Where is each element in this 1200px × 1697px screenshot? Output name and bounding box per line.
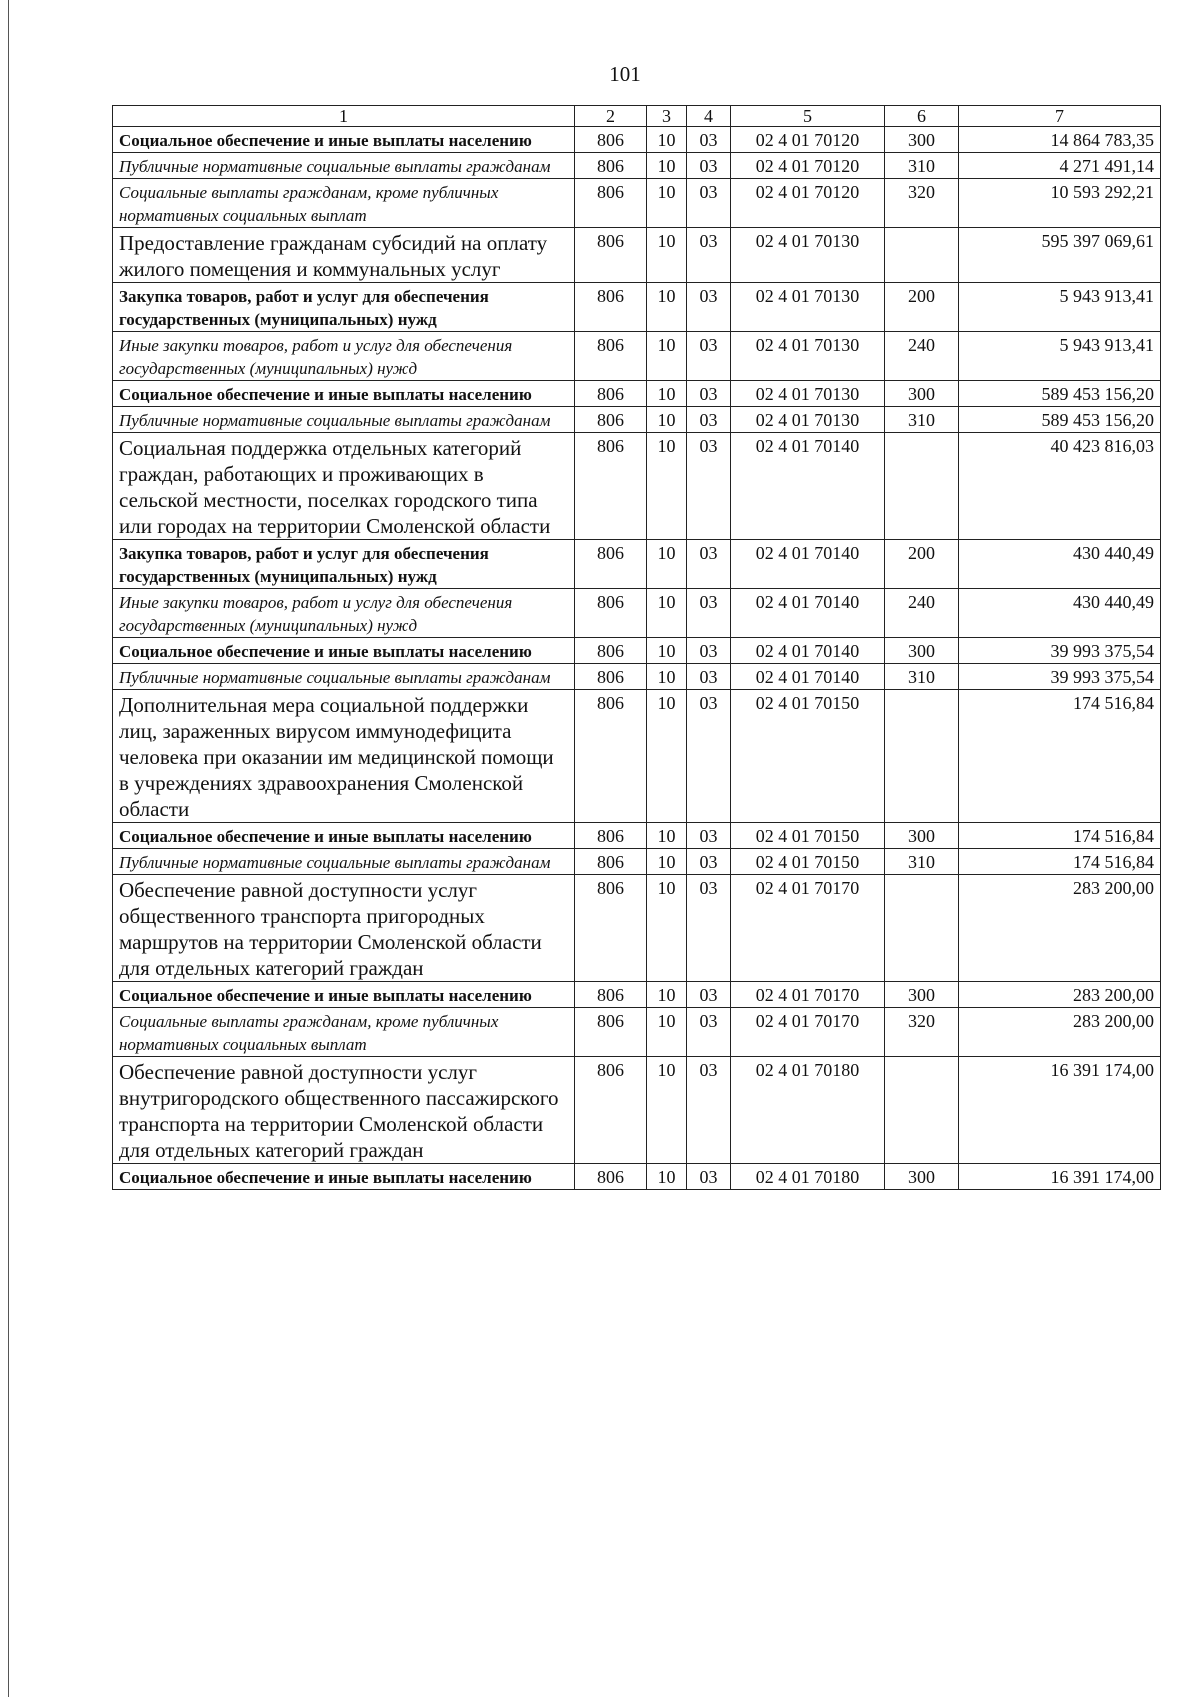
- row-target-article-cell: 02 4 01 70140: [731, 664, 885, 690]
- row-subsection-cell: 03: [687, 127, 731, 153]
- row-amount-cell: 174 516,84: [959, 690, 1161, 823]
- row-subsection-cell: 03: [687, 228, 731, 283]
- row-expense-type-cell: 240: [885, 589, 959, 638]
- row-amount-cell: 283 200,00: [959, 1008, 1161, 1057]
- row-section-cell: 10: [647, 982, 687, 1008]
- row-name-cell: Публичные нормативные социальные выплаты гражданам: [113, 153, 575, 179]
- row-expense-type-cell: 310: [885, 849, 959, 875]
- table-row: [113, 127, 1161, 153]
- table-row: [113, 381, 1161, 407]
- row-ministry-code-cell: 806: [575, 407, 647, 433]
- row-subsection-cell: 03: [687, 153, 731, 179]
- row-section-cell: 10: [647, 228, 687, 283]
- row-target-article-cell: 02 4 01 70130: [731, 407, 885, 433]
- row-ministry-code-cell: 806: [575, 228, 647, 283]
- row-amount-cell: 595 397 069,61: [959, 228, 1161, 283]
- row-name-cell: Социальные выплаты гражданам, кроме публичных нормативных социальных выплат: [113, 1008, 575, 1057]
- row-expense-type-cell: 300: [885, 982, 959, 1008]
- row-target-article-cell: 02 4 01 70120: [731, 153, 885, 179]
- table-row: [113, 1057, 1161, 1164]
- budget-table: [112, 105, 1161, 1190]
- row-name-cell: Закупка товаров, работ и услуг для обеспечения государственных (муниципальных) нужд: [113, 540, 575, 589]
- row-section-cell: 10: [647, 283, 687, 332]
- row-section-cell: 10: [647, 332, 687, 381]
- row-name-cell: Социальная поддержка отдельных категорий граждан, работающих и проживающих в сельской местности, поселках городского типа или городах на территории Смоленской области: [113, 433, 575, 540]
- row-subsection-cell: 03: [687, 1008, 731, 1057]
- row-amount-cell: 589 453 156,20: [959, 381, 1161, 407]
- row-section-cell: 10: [647, 875, 687, 982]
- table-row: [113, 638, 1161, 664]
- row-section-cell: 10: [647, 638, 687, 664]
- row-target-article-cell: 02 4 01 70130: [731, 332, 885, 381]
- row-subsection-cell: 03: [687, 638, 731, 664]
- column-header: 4: [687, 106, 731, 127]
- row-subsection-cell: 03: [687, 381, 731, 407]
- row-expense-type-cell: [885, 1057, 959, 1164]
- row-name-cell: Иные закупки товаров, работ и услуг для обеспечения государственных (муниципальных) нужд: [113, 332, 575, 381]
- row-section-cell: 10: [647, 433, 687, 540]
- table-row: [113, 1008, 1161, 1057]
- row-name-cell: Иные закупки товаров, работ и услуг для обеспечения государственных (муниципальных) нужд: [113, 589, 575, 638]
- row-section-cell: 10: [647, 589, 687, 638]
- row-ministry-code-cell: 806: [575, 179, 647, 228]
- row-subsection-cell: 03: [687, 540, 731, 589]
- row-expense-type-cell: 320: [885, 179, 959, 228]
- row-target-article-cell: 02 4 01 70180: [731, 1164, 885, 1190]
- row-name-cell: Обеспечение равной доступности услуг внутригородского общественного пассажирского транспорта на территории Смоленской области для отдельных категорий граждан: [113, 1057, 575, 1164]
- row-subsection-cell: 03: [687, 664, 731, 690]
- row-section-cell: 10: [647, 1057, 687, 1164]
- row-amount-cell: 589 453 156,20: [959, 407, 1161, 433]
- row-section-cell: 10: [647, 179, 687, 228]
- column-header: 7: [959, 106, 1161, 127]
- row-subsection-cell: 03: [687, 823, 731, 849]
- column-header: 1: [113, 106, 575, 127]
- row-amount-cell: 5 943 913,41: [959, 283, 1161, 332]
- row-ministry-code-cell: 806: [575, 127, 647, 153]
- row-expense-type-cell: 310: [885, 407, 959, 433]
- row-section-cell: 10: [647, 1008, 687, 1057]
- row-target-article-cell: 02 4 01 70150: [731, 823, 885, 849]
- row-section-cell: 10: [647, 823, 687, 849]
- row-subsection-cell: 03: [687, 589, 731, 638]
- row-ministry-code-cell: 806: [575, 1057, 647, 1164]
- row-amount-cell: 39 993 375,54: [959, 664, 1161, 690]
- row-target-article-cell: 02 4 01 70140: [731, 638, 885, 664]
- row-target-article-cell: 02 4 01 70130: [731, 283, 885, 332]
- row-subsection-cell: 03: [687, 1057, 731, 1164]
- table-row: [113, 283, 1161, 332]
- row-expense-type-cell: [885, 433, 959, 540]
- row-ministry-code-cell: 806: [575, 283, 647, 332]
- row-expense-type-cell: 300: [885, 1164, 959, 1190]
- row-target-article-cell: 02 4 01 70170: [731, 875, 885, 982]
- row-amount-cell: 174 516,84: [959, 849, 1161, 875]
- table-row: [113, 589, 1161, 638]
- row-name-cell: Социальное обеспечение и иные выплаты населению: [113, 982, 575, 1008]
- row-expense-type-cell: [885, 690, 959, 823]
- row-subsection-cell: 03: [687, 332, 731, 381]
- row-amount-cell: 283 200,00: [959, 875, 1161, 982]
- row-section-cell: 10: [647, 849, 687, 875]
- row-name-cell: Социальное обеспечение и иные выплаты населению: [113, 823, 575, 849]
- table-row: [113, 540, 1161, 589]
- row-expense-type-cell: 200: [885, 283, 959, 332]
- row-name-cell: Публичные нормативные социальные выплаты гражданам: [113, 849, 575, 875]
- row-expense-type-cell: 240: [885, 332, 959, 381]
- table-row: [113, 849, 1161, 875]
- column-header: 6: [885, 106, 959, 127]
- row-target-article-cell: 02 4 01 70120: [731, 179, 885, 228]
- row-amount-cell: 10 593 292,21: [959, 179, 1161, 228]
- row-name-cell: Публичные нормативные социальные выплаты гражданам: [113, 407, 575, 433]
- row-ministry-code-cell: 806: [575, 1008, 647, 1057]
- row-subsection-cell: 03: [687, 690, 731, 823]
- table-row: [113, 875, 1161, 982]
- row-target-article-cell: 02 4 01 70180: [731, 1057, 885, 1164]
- row-name-cell: Публичные нормативные социальные выплаты гражданам: [113, 664, 575, 690]
- table-row: [113, 407, 1161, 433]
- row-subsection-cell: 03: [687, 849, 731, 875]
- row-subsection-cell: 03: [687, 407, 731, 433]
- row-ministry-code-cell: 806: [575, 153, 647, 179]
- table-row: [113, 332, 1161, 381]
- row-amount-cell: 5 943 913,41: [959, 332, 1161, 381]
- table-row: [113, 823, 1161, 849]
- row-subsection-cell: 03: [687, 1164, 731, 1190]
- row-amount-cell: 430 440,49: [959, 589, 1161, 638]
- row-ministry-code-cell: 806: [575, 823, 647, 849]
- row-amount-cell: 283 200,00: [959, 982, 1161, 1008]
- row-name-cell: Предоставление гражданам субсидий на оплату жилого помещения и коммунальных услуг: [113, 228, 575, 283]
- row-name-cell: Социальные выплаты гражданам, кроме публичных нормативных социальных выплат: [113, 179, 575, 228]
- row-amount-cell: 174 516,84: [959, 823, 1161, 849]
- page-number: 101: [609, 62, 641, 86]
- row-section-cell: 10: [647, 540, 687, 589]
- row-section-cell: 10: [647, 407, 687, 433]
- row-expense-type-cell: 300: [885, 823, 959, 849]
- row-amount-cell: 39 993 375,54: [959, 638, 1161, 664]
- row-subsection-cell: 03: [687, 283, 731, 332]
- row-target-article-cell: 02 4 01 70140: [731, 433, 885, 540]
- row-amount-cell: 16 391 174,00: [959, 1164, 1161, 1190]
- row-expense-type-cell: 310: [885, 664, 959, 690]
- table-row: [113, 690, 1161, 823]
- row-expense-type-cell: 200: [885, 540, 959, 589]
- column-header: 3: [647, 106, 687, 127]
- row-subsection-cell: 03: [687, 875, 731, 982]
- row-name-cell: Дополнительная мера социальной поддержки лиц, зараженных вирусом иммунодефицита человека при оказании им медицинской помощи в учреждениях здравоохранения Смоленской области: [113, 690, 575, 823]
- row-name-cell: Социальное обеспечение и иные выплаты населению: [113, 381, 575, 407]
- table-row: [113, 1164, 1161, 1190]
- row-expense-type-cell: 300: [885, 638, 959, 664]
- row-expense-type-cell: 300: [885, 381, 959, 407]
- row-amount-cell: 16 391 174,00: [959, 1057, 1161, 1164]
- scan-margin-line: [8, 0, 9, 1697]
- row-target-article-cell: 02 4 01 70170: [731, 1008, 885, 1057]
- table-body: [113, 127, 1161, 1190]
- row-expense-type-cell: 320: [885, 1008, 959, 1057]
- row-subsection-cell: 03: [687, 433, 731, 540]
- row-name-cell: Социальное обеспечение и иные выплаты населению: [113, 127, 575, 153]
- row-ministry-code-cell: 806: [575, 433, 647, 540]
- row-target-article-cell: 02 4 01 70150: [731, 690, 885, 823]
- row-section-cell: 10: [647, 690, 687, 823]
- row-section-cell: 10: [647, 381, 687, 407]
- table-row: [113, 153, 1161, 179]
- row-target-article-cell: 02 4 01 70120: [731, 127, 885, 153]
- row-ministry-code-cell: 806: [575, 690, 647, 823]
- row-ministry-code-cell: 806: [575, 638, 647, 664]
- row-ministry-code-cell: 806: [575, 664, 647, 690]
- row-amount-cell: 14 864 783,35: [959, 127, 1161, 153]
- row-target-article-cell: 02 4 01 70130: [731, 228, 885, 283]
- table-row: [113, 982, 1161, 1008]
- table-row: [113, 179, 1161, 228]
- row-expense-type-cell: 310: [885, 153, 959, 179]
- row-ministry-code-cell: 806: [575, 332, 647, 381]
- row-target-article-cell: 02 4 01 70170: [731, 982, 885, 1008]
- row-name-cell: Социальное обеспечение и иные выплаты населению: [113, 1164, 575, 1190]
- row-ministry-code-cell: 806: [575, 849, 647, 875]
- row-target-article-cell: 02 4 01 70130: [731, 381, 885, 407]
- row-section-cell: 10: [647, 664, 687, 690]
- row-subsection-cell: 03: [687, 982, 731, 1008]
- row-ministry-code-cell: 806: [575, 982, 647, 1008]
- table-row: [113, 228, 1161, 283]
- row-ministry-code-cell: 806: [575, 540, 647, 589]
- row-target-article-cell: 02 4 01 70140: [731, 540, 885, 589]
- table-row: [113, 664, 1161, 690]
- table-row: [113, 433, 1161, 540]
- row-amount-cell: 40 423 816,03: [959, 433, 1161, 540]
- row-section-cell: 10: [647, 153, 687, 179]
- column-header: 5: [731, 106, 885, 127]
- row-name-cell: Социальное обеспечение и иные выплаты населению: [113, 638, 575, 664]
- row-ministry-code-cell: 806: [575, 1164, 647, 1190]
- row-section-cell: 10: [647, 127, 687, 153]
- table-header-row: [113, 106, 1161, 127]
- row-amount-cell: 430 440,49: [959, 540, 1161, 589]
- row-name-cell: Закупка товаров, работ и услуг для обеспечения государственных (муниципальных) нужд: [113, 283, 575, 332]
- row-section-cell: 10: [647, 1164, 687, 1190]
- row-expense-type-cell: 300: [885, 127, 959, 153]
- row-target-article-cell: 02 4 01 70150: [731, 849, 885, 875]
- row-amount-cell: 4 271 491,14: [959, 153, 1161, 179]
- row-ministry-code-cell: 806: [575, 381, 647, 407]
- row-expense-type-cell: [885, 875, 959, 982]
- row-target-article-cell: 02 4 01 70140: [731, 589, 885, 638]
- row-ministry-code-cell: 806: [575, 875, 647, 982]
- row-subsection-cell: 03: [687, 179, 731, 228]
- row-ministry-code-cell: 806: [575, 589, 647, 638]
- column-header: 2: [575, 106, 647, 127]
- row-name-cell: Обеспечение равной доступности услуг общественного транспорта пригородных маршрутов на территории Смоленской области для отдельных категорий граждан: [113, 875, 575, 982]
- row-expense-type-cell: [885, 228, 959, 283]
